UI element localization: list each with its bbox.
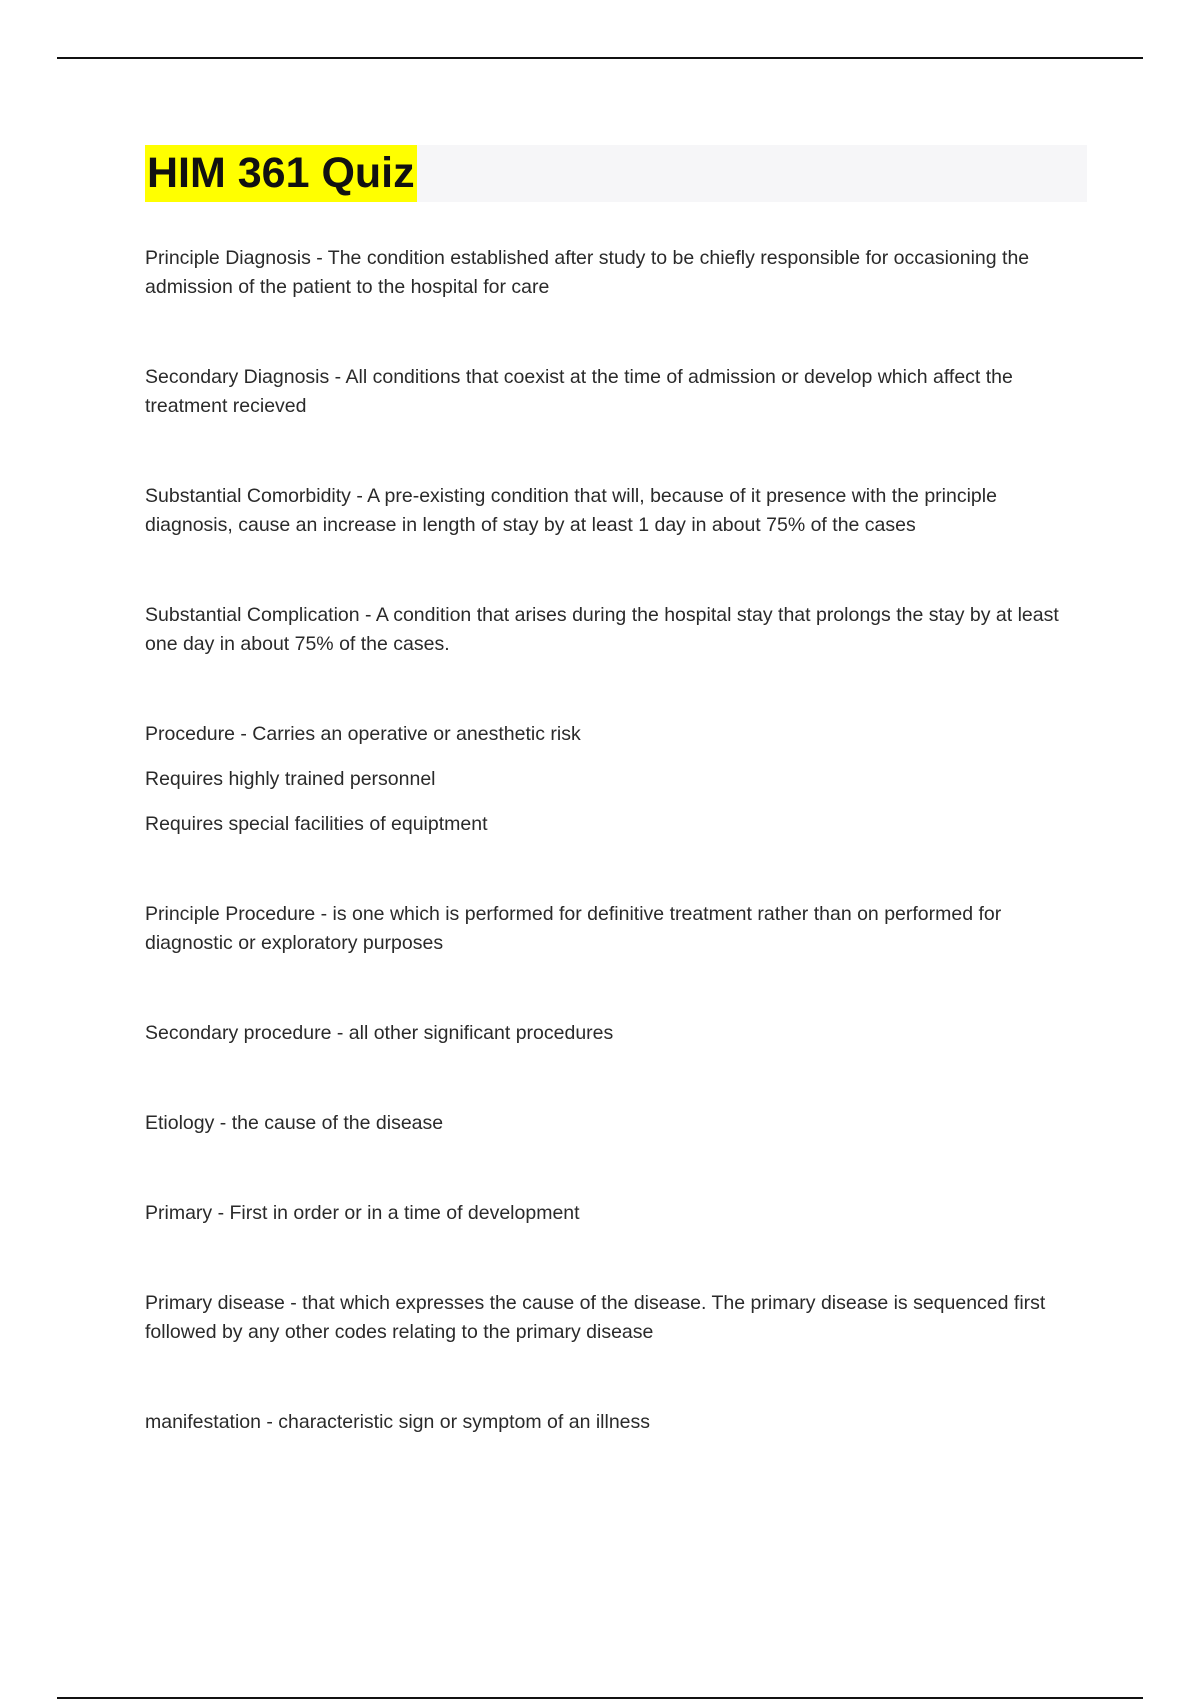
entry-text: Requires highly trained personnel xyxy=(145,768,436,790)
entry-text: Secondary Diagnosis - All conditions that coexist at the time of admission or develop which affect the treatment recieved xyxy=(145,366,1013,417)
entry-text: Etiology - the cause of the disease xyxy=(145,1112,444,1134)
entry-manifestation xyxy=(145,1408,1075,1437)
entry-text: Substantial Comorbidity - A pre-existing condition that will, because of it presence with the principle diagnosis, cause an increase in length of stay by at least 1 day in about 75% of the cases xyxy=(145,485,997,536)
document-body xyxy=(145,244,1075,1437)
entry-text: Principle Diagnosis - The condition established after study to be chiefly responsible for occasioning the admission of the patient to the hospital for care xyxy=(145,247,1030,298)
entry-principle-diagnosis xyxy=(145,244,1075,302)
entry-substantial-complication xyxy=(145,601,1075,659)
entry-text: Substantial Complication - A condition that arises during the hospital stay that prolongs the stay by at least one day in about 75% of the cases. xyxy=(145,604,1059,655)
entry-primary xyxy=(145,1199,1075,1228)
entry-text: Requires special facilities of equiptment xyxy=(145,813,488,835)
entry-text: Secondary procedure - all other significant procedures xyxy=(145,1022,614,1044)
top-rule xyxy=(57,57,1143,59)
entry-text: Primary disease - that which expresses the cause of the disease. The primary disease is sequenced first followed by any other codes relating to the primary disease xyxy=(145,1292,1046,1343)
entry-text: Procedure - Carries an operative or anesthetic risk xyxy=(145,723,581,745)
page-title: HIM 361 Quiz xyxy=(145,145,417,202)
entry-text: Primary - First in order or in a time of development xyxy=(145,1202,580,1224)
entry-secondary-procedure xyxy=(145,1019,1075,1048)
entry-text: manifestation - characteristic sign or symptom of an illness xyxy=(145,1411,651,1433)
bottom-rule xyxy=(57,1697,1143,1699)
entry-procedure xyxy=(145,720,1075,839)
entry-substantial-comorbidity xyxy=(145,482,1075,540)
entry-text: Principle Procedure - is one which is performed for definitive treatment rather than on performed for diagnostic or exploratory purposes xyxy=(145,903,1002,954)
entry-primary-disease xyxy=(145,1289,1075,1347)
entry-etiology xyxy=(145,1109,1075,1138)
entry-secondary-diagnosis xyxy=(145,363,1075,421)
entry-principle-procedure xyxy=(145,900,1075,958)
